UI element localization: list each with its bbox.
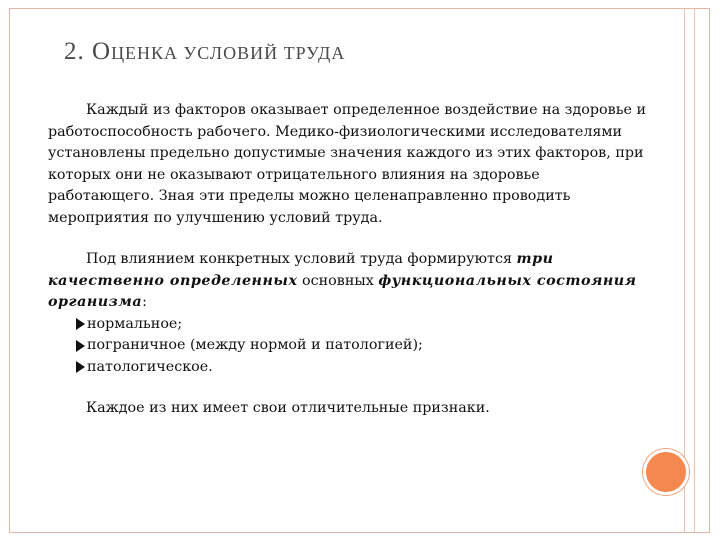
right-border-line-outer (694, 8, 695, 533)
arrow-bullet-icon (76, 361, 85, 373)
paragraph-factors: Каждый из факторов оказывает определенное воздействие на здоровье и работоспособность рабочего. Медико-физиологическими исследователями установлены предельно допустимые значения каждого из этих факторов, при которых они не оказывают отрицательного влияния на здоровье работающего. Зная эти пределы можно целенаправленно проводить мероприятия по улучшению условий труда. (48, 102, 647, 226)
paragraph-states-intro: Под влиянием конкретных условий труда формируются три качественно определенных основных функциональных состояния организма: (48, 251, 637, 310)
decorative-circle (643, 449, 689, 495)
arrow-bullet-icon (76, 340, 85, 352)
slide-title: 2. ОЦЕНКА УСЛОВИЙ ТРУДА (64, 38, 346, 65)
list-item: нормальное; (76, 314, 648, 336)
paragraph-conclusion: Каждое из них имеет свои отличительные признаки. (86, 400, 490, 416)
arrow-bullet-icon (76, 318, 85, 330)
list-item: патологическое. (76, 357, 648, 379)
list-item: пограничное (между нормой и патологией); (76, 335, 648, 357)
right-border-line (684, 8, 685, 533)
states-list (48, 314, 648, 379)
slide-body (48, 100, 648, 420)
